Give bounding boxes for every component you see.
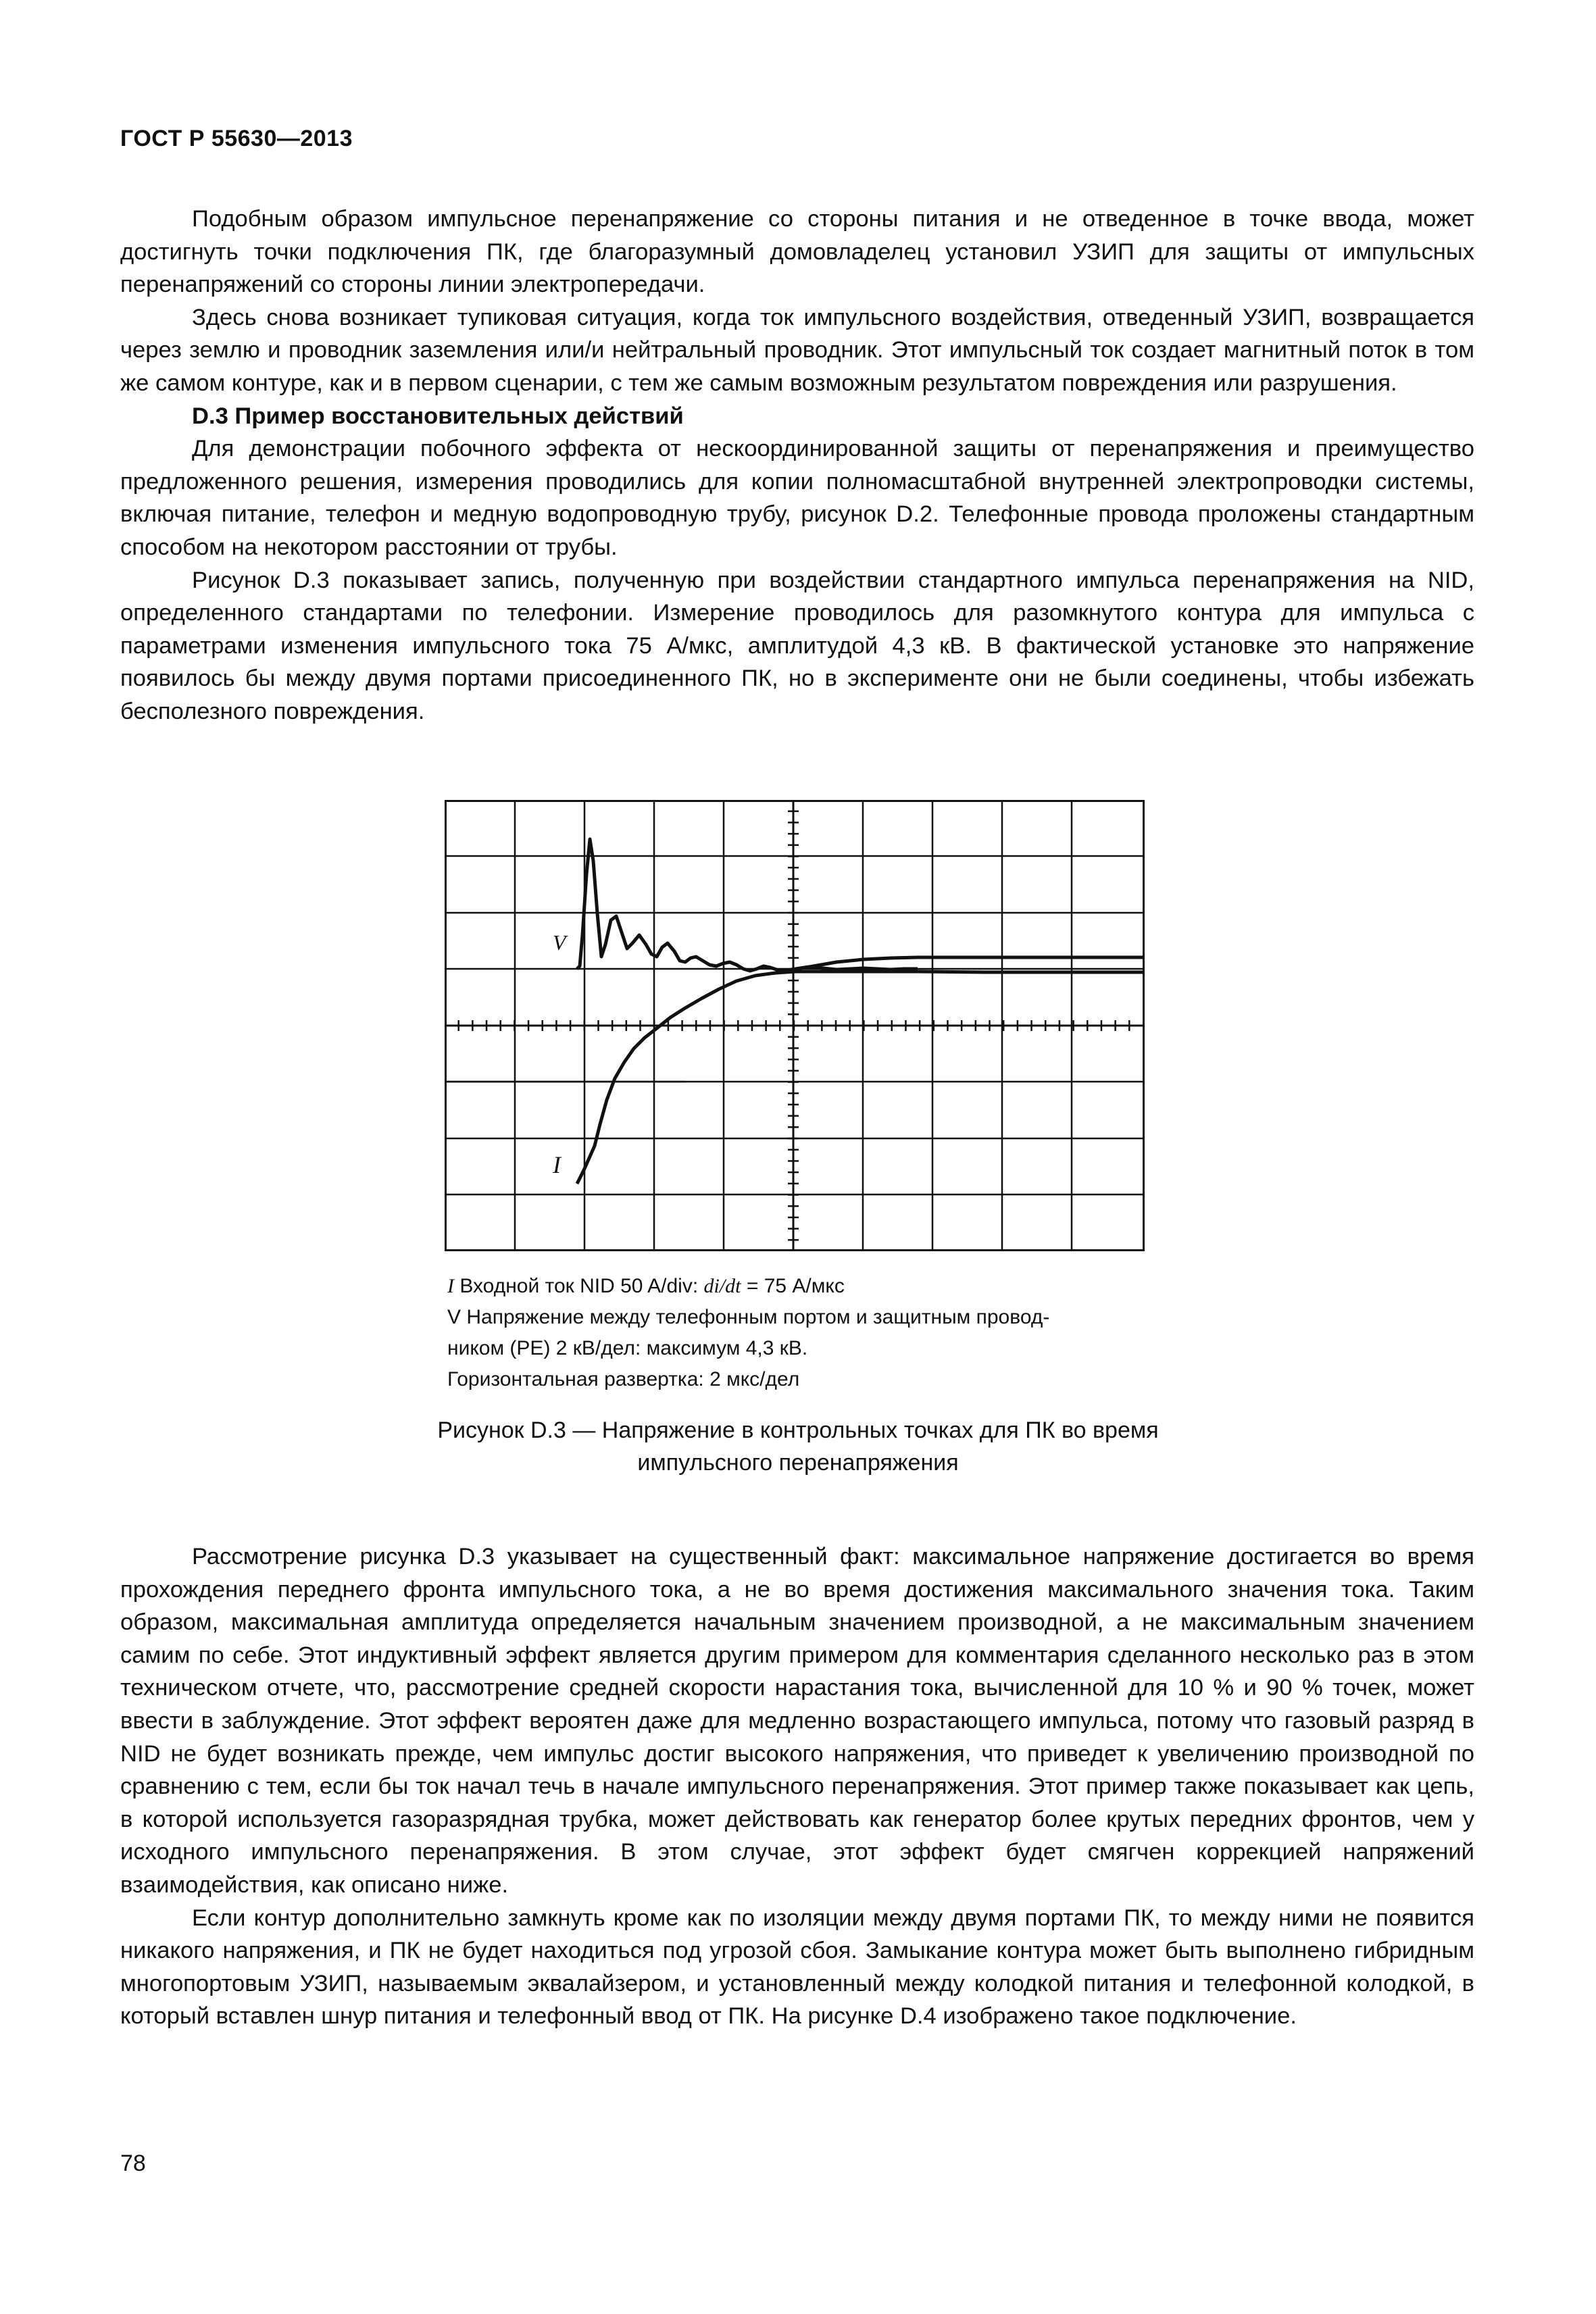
legend-line-sweep: Горизонтальная развертка: 2 мкс/дел [447,1368,800,1390]
caption-line-1: Рисунок D.3 — Напряжение в контрольных точках для ПК во время [437,1417,1159,1443]
page-number: 78 [120,2150,146,2176]
trace-label-i: I [553,1151,561,1178]
legend-line-voltage-cont: ником (PE) 2 кВ/дел: максимум 4,3 кВ. [447,1337,808,1359]
paragraph: Рисунок D.3 показывает запись, полученную при воздействии стандартного импульса перенапряжения на NID, определенного стандартами по телефонии. Измерение проводилось для разомкнутого контура для импульса с параметрами изменения импульсного тока 75 А/мкс, амплитудой 4,3 кВ. В фактической установке это напряжение появилось бы между двумя портами присоединенного ПК, но в эксперименте они не были соединены, чтобы избежать бесполезного повреждения. [120,567,1474,724]
legend-text: = 75 А/мкс [741,1275,845,1297]
legend-line-current [447,1271,1191,1302]
document-header: ГОСТ Р 55630—2013 [120,126,353,151]
text-block-top [120,203,1474,728]
legend-text: Входной ток NID 50 A/div: [454,1275,704,1297]
legend-symbol-i: I [447,1275,454,1297]
voltage-trace [577,839,918,972]
caption-line-2: импульсного перенапряжения [637,1450,959,1476]
text-block-bottom [120,1540,1474,2033]
oscillogram-figure [445,800,1145,1251]
legend-line-voltage: V Напряжение между телефонным портом и защитным провод- [447,1306,1050,1328]
figure-legend [447,1271,1191,1395]
figure-caption [378,1414,1218,1479]
paragraph: Рассмотрение рисунка D.3 указывает на существенный факт: максимальное напряжение достигается во время прохождения переднего фронта импульсного тока, а не во время достижения максимального значения тока. Таким образом, максимальная амплитуда определяется начальным значением производной, а не максимальным значением самим по себе. Этот индуктивный эффект является другим примером для комментария сделанного несколько раз в этом техническом отчете, что, рассмотрение средней скорости нарастания тока, вычисленной для 10 % и 90 % точек, может ввести в заблуждение. Этот эффект вероятен даже для медленно возрастающего импульса, потому что газовый разряд в NID не будет возникать прежде, чем импульс достиг высокого напряжения, что приведет к увеличению производной по сравнению с тем, если бы ток начал течь в начале импульсного перенапряжения. Этот пример также показывает как цепь, в которой используется газоразрядная трубка, может действовать как генератор более крутых передних фронтов, чем у исходного импульсного перенапряжения. В этом случае, этот эффект будет смягчен коррекцией напряжений взаимодействия, как описано ниже. [120,1544,1474,1898]
paragraph: Подобным образом импульсное перенапряжение со стороны питания и не отведенное в точке ввода, может достигнуть точки подключения ПК, где благоразумный домовладелец установил УЗИП для защиты от импульсных перенапряжений со стороны линии электропередачи. [120,206,1474,298]
paragraph: Если контур дополнительно замкнуть кроме как по изоляции между двумя портами ПК, то между ними не появится никакого напряжения, и ПК не будет находиться под угрозой сбоя. Замыкание контура может быть выполнено гибридным многопортовым УЗИП, называемым эквалайзером, и установленный между колодкой питания и телефонной колодкой, в который вставлен шнур питания и телефонный ввод от ПК. На рисунке D.4 изображено такое подключение. [120,1905,1474,2030]
paragraph: Для демонстрации побочного эффекта от нескоординированной защиты от перенапряжения и преимущество предложенного решения, измерения проводились для копии полномасштабной внутренней электропроводки системы, включая питание, телефон и медную водопроводную трубу, рисунок D.2. Телефонные провода проложены стандартным способом на некотором расстоянии от трубы. [120,436,1474,560]
section-heading: D.3 Пример восстановительных действий [192,403,684,429]
oscillogram [445,800,1145,1251]
legend-text-italic: di/dt [703,1275,741,1297]
paragraph: Здесь снова возникает тупиковая ситуация, когда ток импульсного воздействия, отведенный УЗИП, возвращается через землю и проводник заземления или/и нейтральный проводник. Этот импульсный ток создает магнитный поток в том же самом контуре, как и в первом сценарии, с тем же самым возможным результатом повреждения или разрушения. [120,304,1474,396]
trace-label-v: V [553,930,566,955]
current-trace [577,972,809,1184]
